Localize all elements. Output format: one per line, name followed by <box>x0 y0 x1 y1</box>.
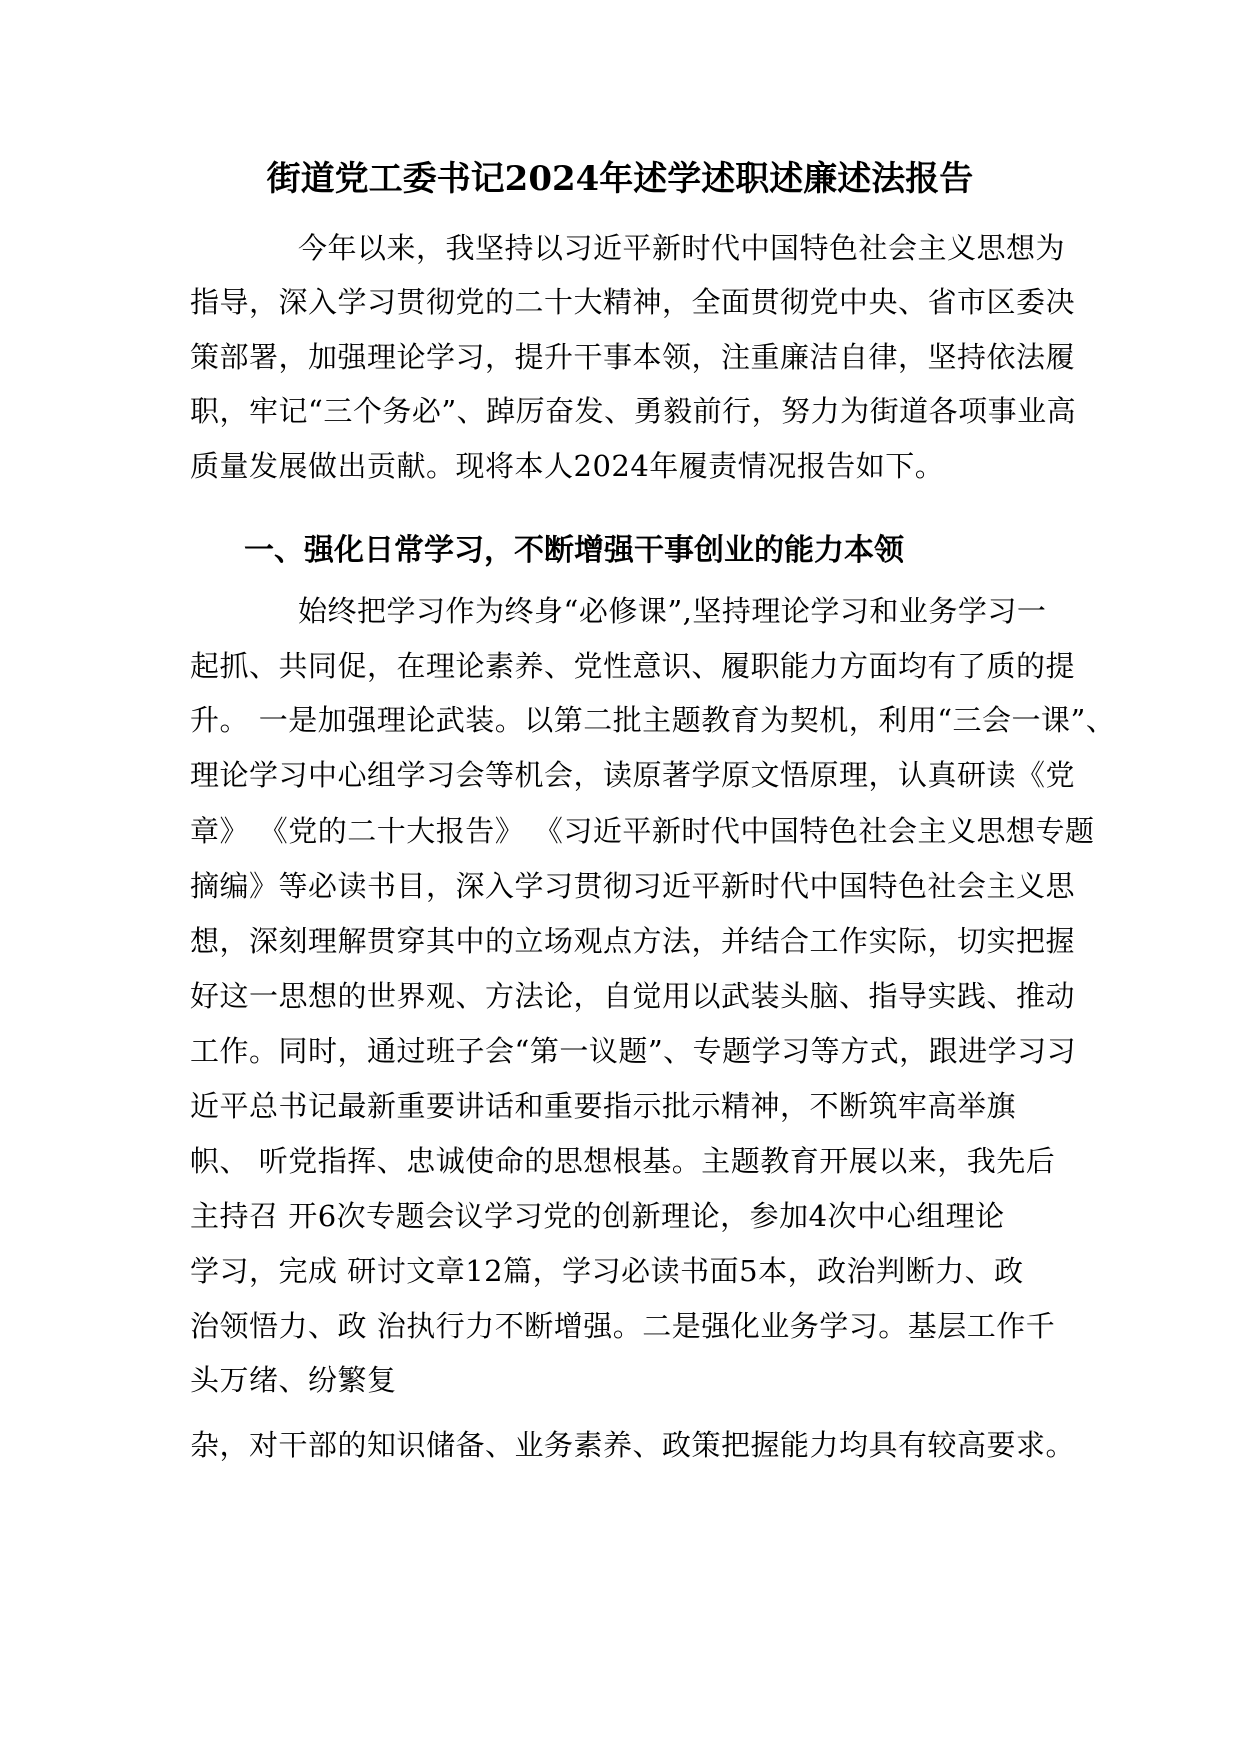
paragraph-line: 头万绪、纷繁复 <box>190 1363 397 1397</box>
paragraph-line: 帜、 听党指挥、忠诚使命的思想根基。主题教育开展以来，我先后 <box>190 1144 1056 1178</box>
paragraph-line: 主持召 开6次专题会议学习党的创新理论，参加4次中心组理论 <box>190 1199 1005 1233</box>
paragraph-line: 工作。同时，通过班子会“第一议题”、专题学习等方式，跟进学习习 <box>190 1034 1077 1068</box>
section-heading: 一、强化日常学习，不断增强干事创业的能力本领 <box>244 533 904 568</box>
paragraph-line: 近平总书记最新重要讲话和重要指示批示精神，不断筑牢高举旗 <box>190 1089 1017 1123</box>
intro-line: 今年以来，我坚持以习近平新时代中国特色社会主义思想为 <box>298 231 1066 265</box>
paragraph-line: 杂，对干部的知识储备、业务素养、政策把握能力均具有较高要求。 <box>190 1428 1076 1462</box>
paragraph-line: 章》 《党的二十大报告》 《习近平新时代中国特色社会主义思想专题 <box>190 814 1095 848</box>
paragraph-line: 学习，完成 研讨文章12篇，学习必读书面5本，政治判断力、政 <box>190 1254 1024 1288</box>
paragraph-line: 始终把学习作为终身“必修课”,坚持理论学习和业务学习一 <box>298 594 1047 628</box>
intro-line: 策部署，加强理论学习，提升干事本领，注重廉洁自律，坚持依法履 <box>190 340 1076 374</box>
paragraph-line: 治领悟力、政 治执行力不断增强。二是强化业务学习。基层工作千 <box>190 1309 1056 1343</box>
paragraph-line: 升。 一是加强理论武装。以第二批主题教育为契机，利用“三会一课”、 <box>190 703 1116 737</box>
paragraph-line: 起抓、共同促，在理论素养、党性意识、履职能力方面均有了质的提 <box>190 649 1076 683</box>
paragraph-line: 摘编》等必读书目，深入学习贯彻习近平新时代中国特色社会主义思 <box>190 869 1076 903</box>
intro-line: 质量发展做出贡献。现将本人2024年履责情况报告如下。 <box>190 449 945 483</box>
intro-line: 职，牢记“三个务必”、踔厉奋发、勇毅前行，努力为街道各项事业高 <box>190 394 1077 428</box>
page-title: 街道党工委书记2024年述学述职述廉述法报告 <box>266 159 974 199</box>
paragraph-line: 理论学习中心组学习会等机会，读原著学原文悟原理，认真研读《党 <box>190 758 1076 792</box>
paragraph-line: 想，深刻理解贯穿其中的立场观点方法，并结合工作实际，切实把握 <box>190 924 1076 958</box>
paragraph-line: 好这一思想的世界观、方法论，自觉用以武装头脑、指导实践、推动 <box>190 979 1076 1013</box>
intro-line: 指导，深入学习贯彻党的二十大精神，全面贯彻党中央、省市区委决 <box>190 285 1076 319</box>
